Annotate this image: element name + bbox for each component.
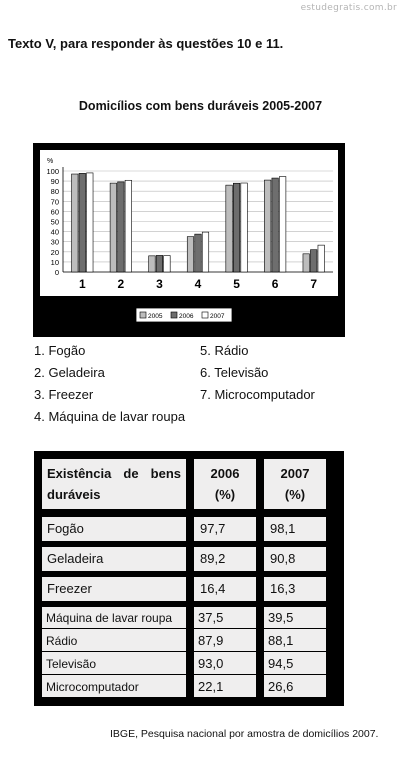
bar [233,183,240,272]
legend-item-3: 3. Freezer [34,387,94,402]
chart-title: Domicílios com bens duráveis 2005-2007 [78,99,323,113]
y-tick-label: 0 [54,268,59,277]
source-note: IBGE, Pesquisa nacional por amostra de domicílios 2007. [110,728,379,740]
table-cell-2007: 90,8 [262,545,328,573]
legend-item-6: 6. Televisão [200,365,269,380]
legend-swatch [171,312,177,318]
table-row-label: Máquina de lavar roupa [42,607,186,629]
legend-item-2: 2. Geladeira [34,365,105,380]
y-axis-label: % [47,158,54,165]
table-group-2007 [262,605,328,699]
table-cell-2006: 22,1 [198,679,224,694]
table-row-label: Freezer [40,575,188,603]
table-cell-2007: 39,5 [264,607,326,629]
bar [226,185,233,272]
y-tick-label: 60 [50,207,59,217]
x-tick-label: 7 [310,277,318,291]
bar [79,173,86,272]
table-header-item: Existência de bens duráveis [40,457,188,511]
bar [303,254,310,272]
y-tick-label: 100 [46,167,59,176]
legend-swatch [202,312,208,318]
y-tick-label: 10 [50,257,59,267]
table-cell-2006: 93,0 [194,653,256,675]
legend-label: 2007 [210,313,225,320]
table-cell-2006: 87,9 [194,630,256,652]
bar [195,234,202,272]
table-header-2006: 2006 (%) [192,457,258,511]
table-cell-2006: 16,4 [192,575,258,603]
watermark: estudegratis.com.br [300,3,397,13]
x-tick-label: 1 [78,277,86,291]
y-tick-label: 40 [50,227,59,237]
table-group-labels [40,605,188,699]
table-row-label: Fogão [40,515,188,543]
x-tick-label: 5 [233,277,240,291]
legend-label: 2006 [179,313,194,320]
bar [87,173,94,272]
table-cell-2006: 37,5 [194,607,256,629]
table-row-label: Geladeira [40,545,188,573]
x-tick-label: 6 [271,277,279,291]
y-tick-label: 30 [50,237,59,247]
table-cell-2007: 98,1 [262,515,328,543]
bar-chart-svg [33,143,345,337]
bar-chart [33,143,345,337]
table-header-2007: 2007 (%) [262,457,328,511]
y-tick-label: 50 [50,217,59,227]
table-cell-2007: 16,3 [262,575,328,603]
bar [318,245,325,272]
bar [187,237,194,272]
bar [264,180,271,272]
table-row-label: Televisão [42,653,186,675]
y-tick-label: 80 [50,187,59,197]
bar [241,183,248,272]
bar [272,178,279,272]
x-tick-label: 3 [156,277,163,291]
table-cell-2007: 26,6 [268,679,294,694]
table-cell-2006: 89,2 [192,545,258,573]
table-row-label: Microcomputador [46,680,139,694]
bar [110,183,117,272]
intro-text: Texto V, para responder às questões 10 e 11. [8,36,284,51]
x-tick-label: 4 [194,277,202,291]
bar [118,182,125,272]
table-cell-2007: 88,1 [264,630,326,652]
bar [310,250,317,272]
bar [149,256,156,272]
legend-item-1: 1. Fogão [34,343,86,358]
legend-item-5: 5. Rádio [200,343,249,358]
table-cell-2007: 94,5 [264,653,326,675]
bar [279,177,286,272]
bar [125,180,132,272]
bar [202,232,209,272]
bar [164,256,171,272]
legend-item-4: 4. Máquina de lavar roupa [34,409,186,424]
legend-label: 2005 [148,313,163,320]
durable-goods-table [34,451,344,706]
legend-item-7: 7. Microcomputador [200,387,315,402]
table-cell-2006: 97,7 [192,515,258,543]
table-row-label: Rádio [42,630,186,652]
y-tick-label: 90 [50,177,59,187]
x-tick-label: 2 [117,277,125,291]
y-tick-label: 20 [50,247,59,257]
bar [72,174,79,272]
y-tick-label: 70 [50,197,59,207]
bar [156,255,163,272]
table-group-2006 [192,605,258,699]
legend-swatch [140,312,146,318]
